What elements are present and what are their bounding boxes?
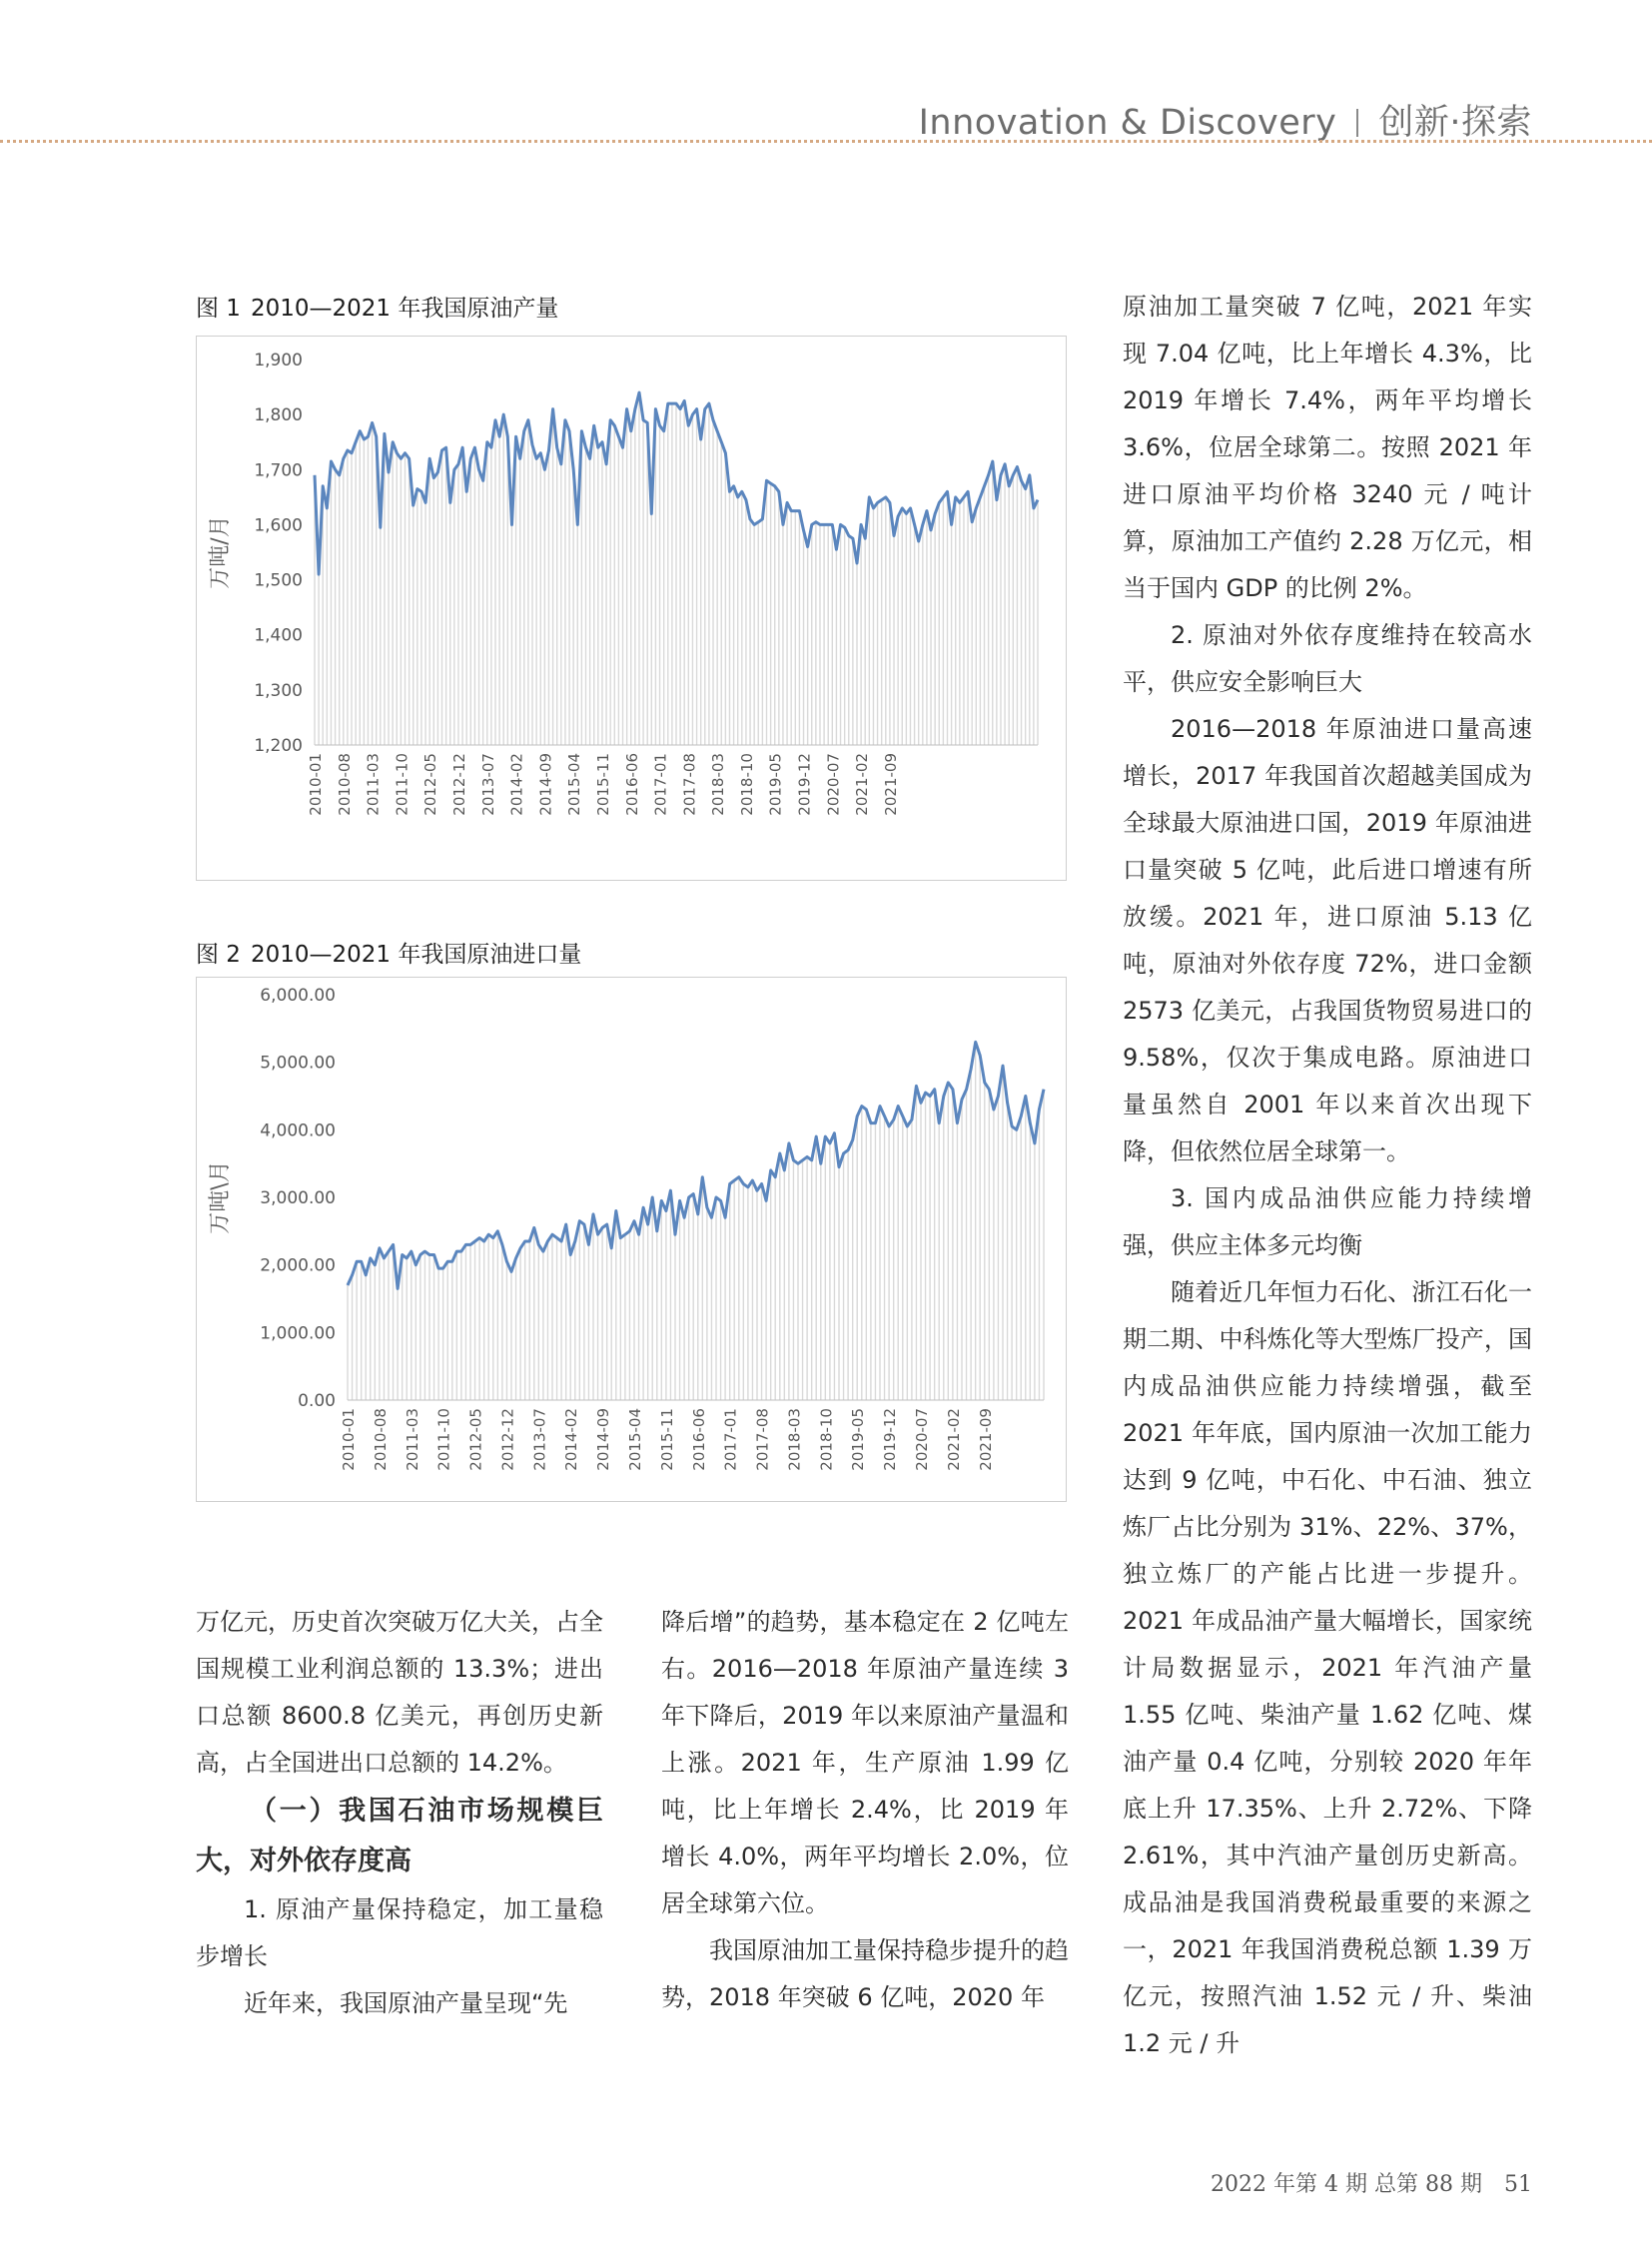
x-tick-label: 2010-08 [335, 753, 354, 816]
paragraph: 随着近几年恒力石化、浙江石化一期二期、中科炼化等大型炼厂投产，国内成品油供应能力持续增强，截至 2021 年年底，国内原油一次加工能力达到 9 亿吨，中石化、中石油、独立炼厂占比分别为 31%、22%、37%，独立炼厂的产能占比进一步提升。2021 年成品油产量大幅增长，国家统计局数据显示，2021 年汽油产量 1.55 亿吨、柴油产量 1.62 亿吨、煤油产量 0.4 亿吨，分别较 2020 年年底上升 17.35%、上升 2.72%、下降 2.61%，其中汽油产量创历史新高。成品油是我国消费税最重要的来源之一，2021 年我国消费税总额 1.39 万亿元，按照汽油 1.52 元 / 升、柴油 1.2 元 / 升 [1123, 1278, 1532, 2057]
x-tick-label: 2015-11 [593, 753, 612, 816]
text-column-left [196, 1599, 603, 2027]
figure-1-number: 图 1 [196, 296, 241, 322]
header-title-en: Innovation & Discovery [918, 103, 1337, 143]
x-tick-label: 2014-09 [594, 1408, 613, 1471]
figure-2-chart-box [196, 977, 1067, 1502]
paragraph: 1. 原油产量保持稳定，加工量稳步增长 [196, 1895, 603, 1970]
y-tick-label: 1,500 [254, 570, 303, 591]
x-tick-label: 2011-10 [393, 753, 412, 816]
x-tick-label: 2014-02 [507, 753, 526, 816]
x-tick-label: 2010-08 [371, 1408, 390, 1471]
y-tick-label: 1,700 [254, 460, 303, 481]
page-footer [1211, 2167, 1532, 2198]
x-tick-label: 2015-04 [565, 753, 584, 816]
x-tick-label: 2018-03 [709, 753, 728, 816]
section-heading: （一）我国石油市场规模巨大，对外依存度高 [196, 1796, 603, 1876]
x-tick-label: 2019-12 [881, 1408, 900, 1471]
figure-2-title: 2010—2021 年我国原油进口量 [250, 942, 582, 968]
x-tick-label: 2013-07 [530, 1408, 549, 1471]
figure-1-chart-box [196, 336, 1067, 881]
x-tick-label: 2018-10 [737, 753, 756, 816]
x-tick-label: 2020-07 [824, 753, 843, 816]
x-tick-label: 2019-05 [766, 753, 785, 816]
x-tick-label: 2012-05 [466, 1408, 485, 1471]
x-tick-label: 2011-03 [403, 1408, 421, 1471]
x-tick-label: 2010-01 [307, 753, 325, 816]
x-tick-label: 2020-07 [913, 1408, 931, 1471]
paragraph: 近年来，我国原油产量呈现“先 [244, 1989, 568, 2017]
paragraph: 降后增”的趋势，基本稳定在 2 亿吨左右。2016—2018 年原油产量连续 3 年下降后，2019 年以来原油产量温和上涨。2021 年，生产原油 1.99 亿吨，比上年增长 2.4%，比 2019 年增长 4.0%，两年平均增长 2.0%，位居全球第六位。 [661, 1608, 1069, 1917]
x-tick-label: 2015-11 [657, 1408, 676, 1471]
figure-1-caption [196, 290, 558, 323]
paragraph: 2016—2018 年原油进口量高速增长，2017 年我国首次超越美国成为全球最大原油进口国，2019 年原油进口量突破 5 亿吨，此后进口增速有所放缓。2021 年，进口原油 5.13 亿吨，原油对外依存度 72%，进口金额 2573 亿美元，占我国货物贸易进口的 9.58%，仅次于集成电路。原油进口量虽然自 2001 年以来首次出现下降，但依然位居全球第一。 [1123, 715, 1532, 1165]
x-tick-label: 2019-05 [849, 1408, 868, 1471]
x-tick-label: 2017-08 [753, 1408, 772, 1471]
x-tick-label: 2021-09 [976, 1408, 995, 1471]
x-tick-label: 2010-01 [340, 1408, 358, 1471]
x-tick-label: 2016-06 [689, 1408, 708, 1471]
x-tick-label: 2013-07 [478, 753, 497, 816]
x-tick-label: 2012-12 [498, 1408, 517, 1471]
y-axis-label: 万吨/月 [208, 515, 233, 589]
y-axis-label: 万吨\月 [208, 1160, 233, 1234]
y-tick-label: 6,000.00 [260, 986, 336, 1006]
figure-2-chart [197, 978, 1066, 1501]
paragraph: 原油加工量突破 7 亿吨，2021 年实现 7.04 亿吨，比上年增长 4.3%，比 2019 年增长 7.4%，两年平均增长 3.6%，位居全球第二。按照 2021 年进口原油平均价格 3240 元 / 吨计算，原油加工产值约 2.28 万亿元，相当于国内 GDP 的比例 2%。 [1123, 293, 1532, 602]
x-tick-label: 2012-05 [421, 753, 440, 816]
y-tick-label: 1,000.00 [260, 1323, 336, 1344]
running-header [919, 95, 1532, 145]
header-dotted-rule [0, 140, 1652, 143]
text-column-middle [661, 1599, 1069, 2021]
y-tick-label: 3,000.00 [260, 1188, 336, 1208]
figure-1-title: 2010—2021 年我国原油产量 [250, 296, 559, 322]
x-tick-label: 2014-02 [562, 1408, 581, 1471]
header-title-cn: 创新·探索 [1378, 103, 1532, 143]
x-tick-label: 2021-02 [944, 1408, 963, 1471]
x-tick-label: 2018-10 [817, 1408, 836, 1471]
x-tick-label: 2017-01 [651, 753, 670, 816]
y-tick-label: 1,800 [254, 405, 303, 426]
x-tick-label: 2014-09 [536, 753, 555, 816]
x-tick-label: 2019-12 [795, 753, 814, 816]
page-number: 51 [1504, 2172, 1532, 2197]
y-tick-label: 1,200 [254, 736, 303, 756]
x-tick-label: 2011-03 [364, 753, 383, 816]
header-separator [1356, 109, 1358, 137]
y-tick-label: 1,600 [254, 515, 303, 536]
y-tick-label: 1,400 [254, 625, 303, 646]
figure-2-caption [196, 936, 581, 969]
figure-1-chart [197, 337, 1066, 880]
figure-2-number: 图 2 [196, 942, 241, 968]
footer-issue: 2022 年第 4 期 总第 88 期 [1211, 2172, 1482, 2197]
x-tick-label: 2011-10 [434, 1408, 453, 1471]
x-tick-label: 2018-03 [785, 1408, 804, 1471]
text-column-right [1123, 284, 1532, 2067]
paragraph: 万亿元，历史首次突破万亿大关，占全国规模工业利润总额的 13.3%；进出口总额 8600.8 亿美元，再创历史新高，占全国进出口总额的 14.2%。 [196, 1608, 603, 1777]
x-tick-label: 2016-06 [622, 753, 641, 816]
y-tick-label: 5,000.00 [260, 1053, 336, 1074]
y-tick-label: 1,900 [254, 351, 303, 371]
y-tick-label: 2,000.00 [260, 1255, 336, 1276]
x-tick-label: 2021-09 [881, 753, 900, 816]
x-tick-label: 2015-04 [626, 1408, 644, 1471]
y-tick-label: 1,300 [254, 680, 303, 701]
x-tick-label: 2017-01 [721, 1408, 740, 1471]
paragraph: 2. 原油对外依存度维持在较高水平，供应安全影响巨大 [1123, 621, 1532, 696]
y-tick-label: 0.00 [298, 1391, 336, 1411]
y-tick-label: 4,000.00 [260, 1120, 336, 1141]
paragraph: 3. 国内成品油供应能力持续增强，供应主体多元均衡 [1123, 1184, 1532, 1259]
paragraph: 我国原油加工量保持稳步提升的趋势，2018 年突破 6 亿吨，2020 年 [661, 1936, 1069, 2011]
x-tick-label: 2021-02 [853, 753, 872, 816]
x-tick-label: 2012-12 [449, 753, 468, 816]
x-tick-label: 2017-08 [680, 753, 699, 816]
